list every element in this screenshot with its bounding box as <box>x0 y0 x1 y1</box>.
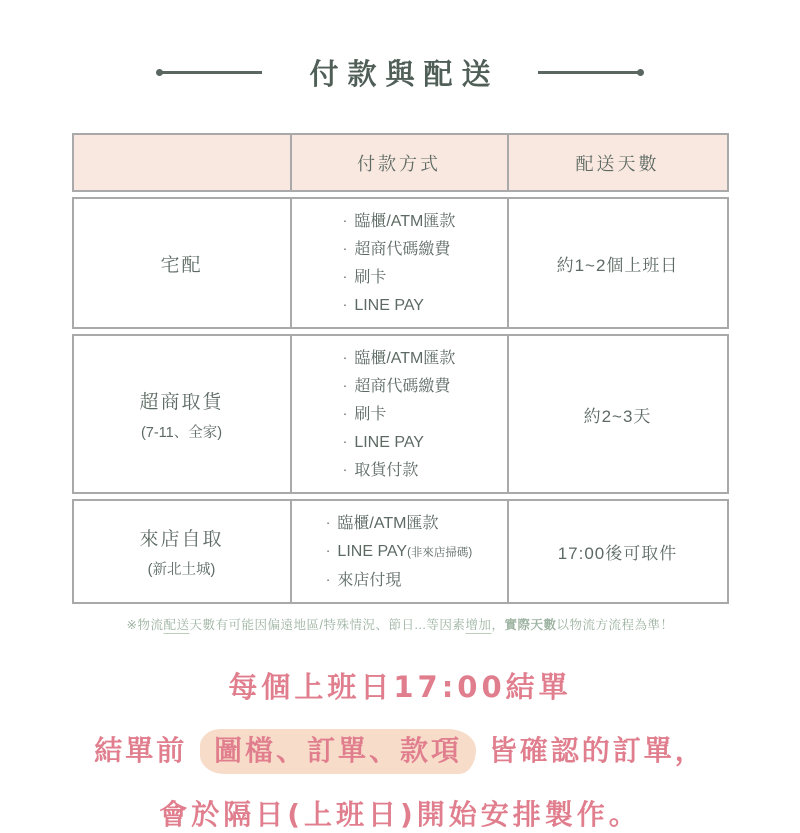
payment-list <box>343 344 456 484</box>
bullet-icon: · <box>342 377 348 393</box>
bullet-icon: · <box>342 405 348 421</box>
payment-item: · 超商代碼繳費 <box>343 235 451 263</box>
table-row-in-store-pickup <box>72 499 729 604</box>
payment-item: · 超商代碼繳費 <box>343 372 451 400</box>
header-cell-payment-method: 付款方式 <box>290 135 507 190</box>
bullet-icon: · <box>342 240 348 256</box>
title-line-left <box>160 71 262 74</box>
payments-cell <box>290 501 507 602</box>
payment-item: · LINE PAY <box>343 291 424 319</box>
method-cell <box>74 199 290 327</box>
method-cell <box>74 336 290 492</box>
payment-item: · LINE PAY <box>343 428 424 456</box>
method-label: 來店自取 <box>139 529 224 550</box>
days-label: 約2~3天 <box>583 406 652 426</box>
bullet-icon: · <box>342 461 348 477</box>
bullet-icon: · <box>342 296 348 312</box>
method-sublabel: (7-11、全家) <box>140 424 223 441</box>
bullet-icon: · <box>342 268 348 284</box>
method-label: 宅配 <box>160 254 203 276</box>
shipping-footnote: ※物流配送天數有可能因偏遠地區/特殊情況、節日...等因素增加，實際天數以物流方流程為準！ <box>126 618 674 632</box>
bullet-icon: · <box>325 514 331 530</box>
table-row-home-delivery <box>72 197 729 329</box>
payment-item: · LINE PAY(非來店掃碼) <box>326 537 473 566</box>
note-confirmation: 結單前 圖檔、訂單、款項 皆確認的訂單， <box>0 729 800 769</box>
highlighted-text: 圖檔、訂單、款項 <box>200 729 476 774</box>
method-sublabel: (新北土城) <box>147 562 216 578</box>
bullet-icon: · <box>342 212 348 228</box>
handwritten-notes <box>0 665 800 833</box>
title-line-right <box>538 71 640 74</box>
bullet-icon: · <box>325 571 331 587</box>
payment-item: · 臨櫃/ATM匯款 <box>326 509 439 537</box>
payment-item: · 來店付現 <box>326 566 402 594</box>
payment-list <box>326 509 473 594</box>
header-cell-delivery-days: 配送天數 <box>507 135 727 190</box>
payment-item: · 刷卡 <box>343 263 387 291</box>
note-order-cutoff: 每個上班日17:00結單 <box>228 670 572 704</box>
bullet-icon: · <box>342 349 348 365</box>
days-cell <box>507 336 727 492</box>
payments-cell <box>290 199 507 327</box>
days-cell <box>507 199 727 327</box>
note-production-schedule: 會於隔日(上班日)開始安排製作。 <box>159 798 641 831</box>
payment-list <box>343 207 456 319</box>
days-label: 約1~2個上班日 <box>556 255 679 275</box>
payments-cell <box>290 336 507 492</box>
payment-item: · 臨櫃/ATM匯款 <box>343 207 456 235</box>
table-row-convenience-store-pickup <box>72 334 729 494</box>
payment-item: · 臨櫃/ATM匯款 <box>343 344 456 372</box>
title-row <box>0 52 800 93</box>
table-header-row <box>72 133 729 192</box>
days-cell <box>507 501 727 602</box>
header-cell-empty <box>74 135 290 190</box>
days-label: 17:00後可取件 <box>557 544 678 563</box>
method-cell <box>74 501 290 602</box>
payment-delivery-table <box>72 133 729 604</box>
payment-item: · 刷卡 <box>343 400 387 428</box>
bullet-icon: · <box>325 542 331 558</box>
method-label: 超商取貨 <box>139 391 224 413</box>
page-title: 付款與配送 <box>309 59 500 91</box>
bullet-icon: · <box>342 433 348 449</box>
payment-item: · 取貨付款 <box>343 456 419 484</box>
